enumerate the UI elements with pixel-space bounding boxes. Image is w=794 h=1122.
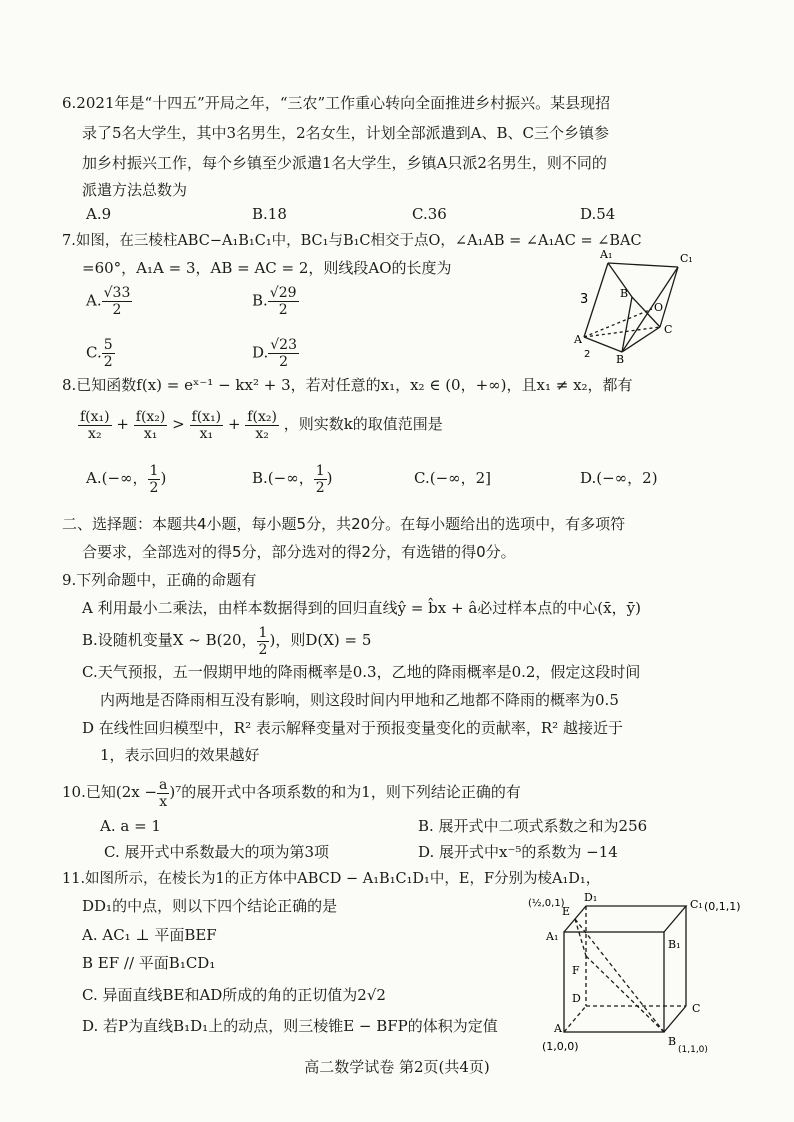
cube-label-b: B: [668, 1035, 677, 1048]
q6-line-2: 录了5名大学生，其中3名男生，2名女生，计划全部派遣到A、B、C三个乡镇参: [82, 124, 609, 142]
prism-label-a: A: [574, 333, 582, 346]
q9-title: 9.下列命题中，正确的命题有: [62, 571, 257, 589]
cube-label-d1: D₁: [584, 891, 598, 904]
q8-option-c: C.(−∞，2]: [414, 469, 492, 487]
q7-line-2: =60°，A₁A = 3，AB = AC = 2，则线段AO的长度为: [82, 259, 452, 277]
section2-line-1: 二、选择题：本题共4小题，每小题5分，共20分。在每小题给出的选项中，有多项符: [62, 515, 626, 533]
q8-option-a: A.(−∞， $\frac{1}{2}$ ): [86, 462, 167, 496]
q9-option-c-line-2: 内两地是否降雨相互没有影响，则这段时间内甲地和乙地都不降雨的概率为0.5: [100, 691, 619, 709]
q11-line-1: 11.如图所示，在棱长为1的正方体中ABCD − A₁B₁C₁D₁中，E，F分别为棱A₁D₁，: [62, 871, 601, 887]
cube-label-a1: A₁: [546, 930, 559, 943]
prism-label-c1: C₁: [680, 252, 693, 265]
cube-note-e: (½,0,1): [528, 898, 565, 909]
q9-option-b: B.设随机变量X ~ B(20， $\frac{1}{2}$ )，则D(X) = 5: [82, 624, 372, 658]
q8-inequality: $\frac{\text{f(x₁)}}{\text{x₂}}$ + $\frac{\text{f(x₂)}}{\text{x₁}}$ > $\frac{\text{f(x₁)}}{\text{x₁}}$ + $\frac{\text{f(x₂)}}{\text{x₂}}$ ，则实数k的取值范围是: [80, 408, 443, 442]
cube-label-f: F: [572, 964, 580, 977]
cube-figure: [528, 888, 790, 1054]
prism-label-a1: A₁: [600, 248, 613, 261]
q11-line-2: DD₁的中点，则以下四个结论正确的是: [82, 897, 338, 915]
prism-label-b: B: [616, 353, 625, 365]
section2-line-2: 合要求，全部选对的得5分，部分选对的得2分，有选错的得0分。: [82, 543, 516, 561]
prism-label-o: O: [654, 301, 664, 314]
prism-note-3: 3: [580, 292, 589, 307]
cube-label-e: E: [562, 905, 571, 918]
q9-option-d-line-1: D 在线性回归模型中，R² 表示解释变量对于预报变量变化的贡献率，R² 越接近于: [82, 719, 623, 737]
q6-line-4: 派遣方法总数为: [82, 181, 188, 199]
q10-option-a: A. a = 1: [100, 817, 161, 835]
q11-option-c: C. 异面直线BE和AD所成的角的正切值为2√2: [82, 986, 386, 1004]
q10-option-d: D. 展开式中x⁻⁵的系数为 −14: [418, 843, 618, 861]
q7-option-b: B. $\frac{√29}{2}$: [252, 285, 297, 318]
q10-stem: 10.已知(2x − $\frac{a}{x}$ )⁷的展开式中各项系数的和为1，则下列结论正确的有: [62, 776, 521, 810]
prism-note-2: 2: [584, 349, 591, 360]
q6-option-d: D.54: [580, 205, 616, 223]
q11-option-a: A. AC₁ ⊥ 平面BEF: [82, 926, 217, 944]
q11-option-b: B EF // 平面B₁CD₁: [82, 954, 216, 972]
q7-option-c: C. $\frac{5}{2}$: [86, 337, 113, 370]
q6-option-c: C.36: [412, 205, 447, 223]
q7-option-d: D. $\frac{√23}{2}$: [252, 337, 298, 370]
cube-label-d: D: [572, 992, 581, 1005]
cube-note-a: (1,0,0): [542, 1040, 579, 1053]
q9-option-a: A 利用最小二乘法，由样本数据得到的回归直线ŷ = b̂x + â必过样本点的中心(x̄，ȳ): [82, 599, 641, 617]
q10-option-c: C. 展开式中系数最大的项为第3项: [104, 843, 330, 861]
q6-line-1: 6.2021年是“十四五”开局之年，“三农”工作重心转向全面推进乡村振兴。某县现招: [62, 94, 611, 112]
cube-label-b1: B₁: [668, 938, 681, 951]
prism-label-c: C: [664, 323, 673, 336]
q7-option-a: A. $\frac{√33}{2}$: [86, 285, 131, 318]
q9-option-d-line-2: 1，表示回归的效果越好: [100, 746, 260, 764]
q8-line-1: 8.已知函数f(x) = eˣ⁻¹ − kx² + 3，若对任意的x₁，x₂ ∈ (0，+∞)，且x₁ ≠ x₂，都有: [62, 376, 633, 394]
q6-line-3: 加乡村振兴工作，每个乡镇至少派遣1名大学生，乡镇A只派2名男生，则不同的: [82, 154, 607, 172]
prism-label-b1: B: [620, 287, 629, 300]
cube-note-b: (1,1,0): [678, 1045, 708, 1054]
q11-option-d: D. 若P为直线B₁D₁上的动点，则三棱锥E − BFP的体积为定值: [82, 1017, 498, 1035]
cube-note-c1: (0,1,1): [704, 900, 741, 913]
q10-option-b: B. 展开式中二项式系数之和为256: [418, 817, 648, 835]
cube-label-a: A: [554, 1022, 562, 1035]
q9-option-c-line-1: C.天气预报，五一假期甲地的降雨概率是0.3，乙地的降雨概率是0.2，假定这段时间: [82, 663, 641, 681]
q8-option-d: D.(−∞，2): [580, 469, 658, 487]
page-footer: 高二数学试卷 第2页(共4页): [304, 1058, 490, 1076]
q6-option-a: A.9: [86, 205, 112, 223]
q6-option-b: B.18: [252, 205, 287, 223]
cube-label-c: C: [692, 1002, 701, 1015]
q7-line-1: 7.如图，在三棱柱ABC−A₁B₁C₁中，BC₁与B₁C相交于点O，∠A₁AB = ∠A₁AC = ∠BAC: [62, 233, 642, 249]
cube-label-c1: C₁: [690, 898, 703, 911]
q8-option-b: B.(−∞， $\frac{1}{2}$ ): [252, 462, 333, 496]
prism-figure: [570, 245, 700, 365]
